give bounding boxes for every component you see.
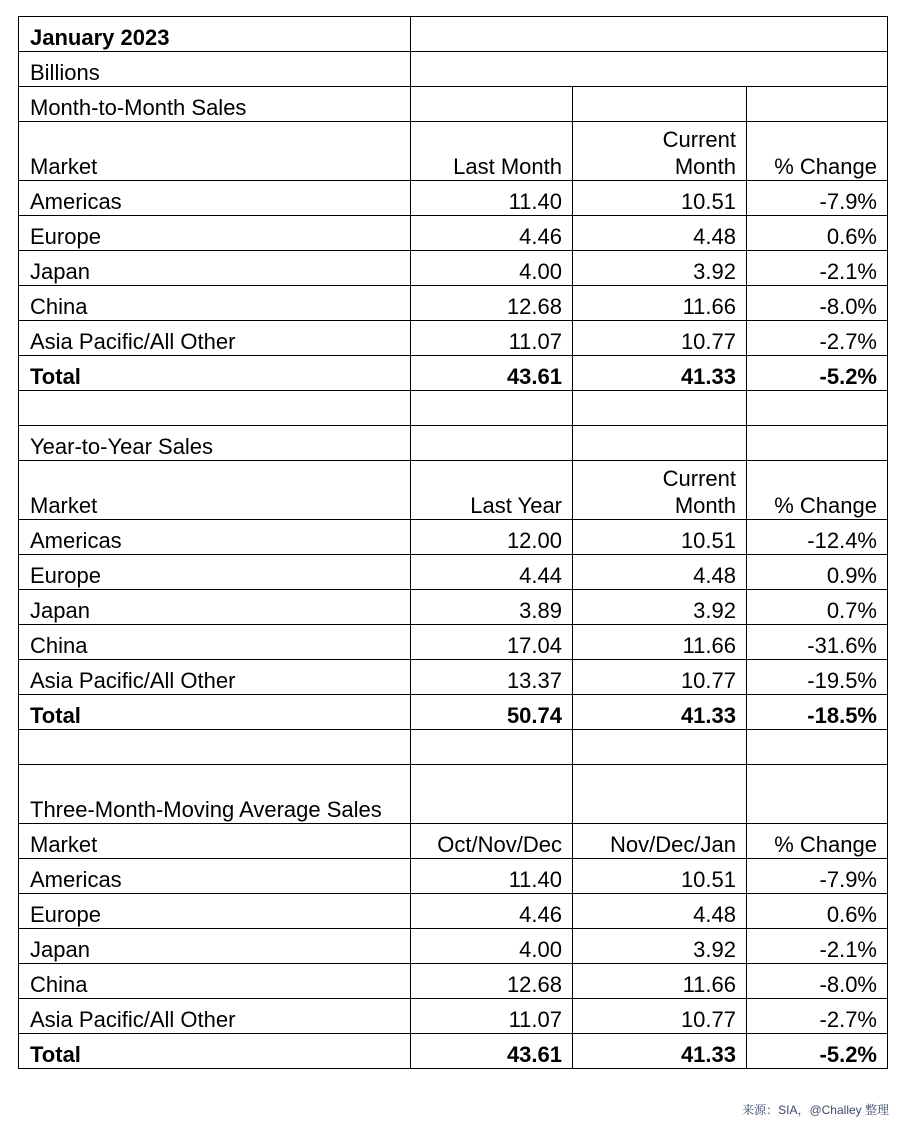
total-row bbox=[19, 1034, 888, 1069]
title-row bbox=[19, 17, 888, 52]
value-cell: 3.92 bbox=[573, 929, 747, 964]
spacer-cell bbox=[19, 391, 411, 426]
market-cell: Japan bbox=[19, 590, 411, 625]
spacer-cell bbox=[19, 730, 411, 765]
table-row bbox=[19, 964, 888, 999]
value-cell: -8.0% bbox=[747, 286, 888, 321]
section-title: Month-to-Month Sales bbox=[19, 87, 411, 122]
value-cell: 4.48 bbox=[573, 216, 747, 251]
value-cell: -7.9% bbox=[747, 181, 888, 216]
unit-row bbox=[19, 52, 888, 87]
sales-table-body bbox=[19, 17, 888, 1069]
market-cell: Europe bbox=[19, 894, 411, 929]
spacer-cell bbox=[573, 391, 747, 426]
total-label: Total bbox=[19, 695, 411, 730]
market-cell: Asia Pacific/All Other bbox=[19, 660, 411, 695]
value-cell: -8.0% bbox=[747, 964, 888, 999]
section-title-blank bbox=[747, 765, 888, 824]
value-cell: -7.9% bbox=[747, 859, 888, 894]
value-cell: -12.4% bbox=[747, 520, 888, 555]
section-title: Year-to-Year Sales bbox=[19, 426, 411, 461]
total-value: -5.2% bbox=[747, 356, 888, 391]
three-month-moving-average-title-row bbox=[19, 765, 888, 824]
section-title-blank bbox=[573, 426, 747, 461]
unit-row-blank bbox=[411, 52, 888, 87]
value-cell: 0.9% bbox=[747, 555, 888, 590]
table-row bbox=[19, 251, 888, 286]
value-cell: 4.00 bbox=[411, 251, 573, 286]
value-cell: -2.1% bbox=[747, 929, 888, 964]
value-cell: 4.44 bbox=[411, 555, 573, 590]
value-cell: 10.77 bbox=[573, 999, 747, 1034]
spacer-cell bbox=[747, 391, 888, 426]
column-header: Market bbox=[19, 461, 411, 520]
market-cell: Japan bbox=[19, 929, 411, 964]
value-cell: 10.51 bbox=[573, 181, 747, 216]
total-value: 50.74 bbox=[411, 695, 573, 730]
value-cell: -2.7% bbox=[747, 999, 888, 1034]
table-row bbox=[19, 999, 888, 1034]
value-cell: 4.48 bbox=[573, 894, 747, 929]
total-row bbox=[19, 356, 888, 391]
value-cell: 10.51 bbox=[573, 520, 747, 555]
value-cell: 13.37 bbox=[411, 660, 573, 695]
spacer-cell bbox=[573, 730, 747, 765]
value-cell: 0.7% bbox=[747, 590, 888, 625]
year-to-year-header-row bbox=[19, 461, 888, 520]
spacer-row bbox=[19, 730, 888, 765]
value-cell: 12.68 bbox=[411, 286, 573, 321]
section-title-blank bbox=[411, 426, 573, 461]
table-row bbox=[19, 216, 888, 251]
total-value: -18.5% bbox=[747, 695, 888, 730]
section-title-blank bbox=[747, 87, 888, 122]
value-cell: 11.40 bbox=[411, 859, 573, 894]
column-header: % Change bbox=[747, 824, 888, 859]
market-cell: Europe bbox=[19, 216, 411, 251]
total-value: -5.2% bbox=[747, 1034, 888, 1069]
month-to-month-header-row bbox=[19, 122, 888, 181]
section-title-blank bbox=[573, 765, 747, 824]
spacer-cell bbox=[411, 730, 573, 765]
value-cell: 0.6% bbox=[747, 894, 888, 929]
market-cell: China bbox=[19, 625, 411, 660]
market-cell: Americas bbox=[19, 181, 411, 216]
value-cell: 3.92 bbox=[573, 251, 747, 286]
value-cell: 10.77 bbox=[573, 660, 747, 695]
column-header: Current Month bbox=[573, 122, 747, 181]
market-cell: Americas bbox=[19, 520, 411, 555]
column-header: Last Month bbox=[411, 122, 573, 181]
total-value: 43.61 bbox=[411, 356, 573, 391]
report-title: January 2023 bbox=[19, 17, 411, 52]
table-row bbox=[19, 590, 888, 625]
three-month-moving-average-header-row bbox=[19, 824, 888, 859]
table-row bbox=[19, 625, 888, 660]
total-value: 41.33 bbox=[573, 1034, 747, 1069]
market-cell: China bbox=[19, 286, 411, 321]
market-cell: Japan bbox=[19, 251, 411, 286]
column-header: Market bbox=[19, 122, 411, 181]
column-header: Last Year bbox=[411, 461, 573, 520]
title-row-blank bbox=[411, 17, 888, 52]
table-row bbox=[19, 929, 888, 964]
table-row bbox=[19, 321, 888, 356]
value-cell: 4.48 bbox=[573, 555, 747, 590]
section-title-blank bbox=[411, 765, 573, 824]
column-header: Nov/Dec/Jan bbox=[573, 824, 747, 859]
total-label: Total bbox=[19, 1034, 411, 1069]
value-cell: 11.07 bbox=[411, 999, 573, 1034]
table-row bbox=[19, 286, 888, 321]
month-to-month-title-row bbox=[19, 87, 888, 122]
table-row bbox=[19, 660, 888, 695]
section-title-blank bbox=[747, 426, 888, 461]
spacer-cell bbox=[411, 391, 573, 426]
total-value: 41.33 bbox=[573, 356, 747, 391]
value-cell: 10.77 bbox=[573, 321, 747, 356]
value-cell: 11.07 bbox=[411, 321, 573, 356]
value-cell: 3.89 bbox=[411, 590, 573, 625]
value-cell: 0.6% bbox=[747, 216, 888, 251]
value-cell: 11.40 bbox=[411, 181, 573, 216]
table-row bbox=[19, 181, 888, 216]
spacer-row bbox=[19, 391, 888, 426]
market-cell: Americas bbox=[19, 859, 411, 894]
value-cell: 11.66 bbox=[573, 964, 747, 999]
value-cell: 12.68 bbox=[411, 964, 573, 999]
total-value: 41.33 bbox=[573, 695, 747, 730]
column-header: Market bbox=[19, 824, 411, 859]
value-cell: 4.46 bbox=[411, 894, 573, 929]
market-cell: China bbox=[19, 964, 411, 999]
value-cell: 11.66 bbox=[573, 286, 747, 321]
market-cell: Asia Pacific/All Other bbox=[19, 999, 411, 1034]
value-cell: -2.1% bbox=[747, 251, 888, 286]
column-header: Oct/Nov/Dec bbox=[411, 824, 573, 859]
total-label: Total bbox=[19, 356, 411, 391]
sales-table bbox=[18, 16, 888, 1069]
table-row bbox=[19, 859, 888, 894]
value-cell: 3.92 bbox=[573, 590, 747, 625]
column-header: % Change bbox=[747, 122, 888, 181]
source-footer: 来源：SIA，@Challey 整理 bbox=[742, 1103, 889, 1117]
value-cell: 17.04 bbox=[411, 625, 573, 660]
column-header: Current Month bbox=[573, 461, 747, 520]
value-cell: 4.46 bbox=[411, 216, 573, 251]
value-cell: 12.00 bbox=[411, 520, 573, 555]
value-cell: 11.66 bbox=[573, 625, 747, 660]
value-cell: 10.51 bbox=[573, 859, 747, 894]
value-cell: 4.00 bbox=[411, 929, 573, 964]
section-title-blank bbox=[411, 87, 573, 122]
year-to-year-title-row bbox=[19, 426, 888, 461]
table-row bbox=[19, 555, 888, 590]
total-value: 43.61 bbox=[411, 1034, 573, 1069]
value-cell: -31.6% bbox=[747, 625, 888, 660]
value-cell: -2.7% bbox=[747, 321, 888, 356]
table-row bbox=[19, 520, 888, 555]
market-cell: Europe bbox=[19, 555, 411, 590]
table-row bbox=[19, 894, 888, 929]
market-cell: Asia Pacific/All Other bbox=[19, 321, 411, 356]
unit-label: Billions bbox=[19, 52, 411, 87]
value-cell: -19.5% bbox=[747, 660, 888, 695]
section-title: Three-Month-Moving Average Sales bbox=[19, 765, 411, 824]
section-title-blank bbox=[573, 87, 747, 122]
spacer-cell bbox=[747, 730, 888, 765]
column-header: % Change bbox=[747, 461, 888, 520]
total-row bbox=[19, 695, 888, 730]
